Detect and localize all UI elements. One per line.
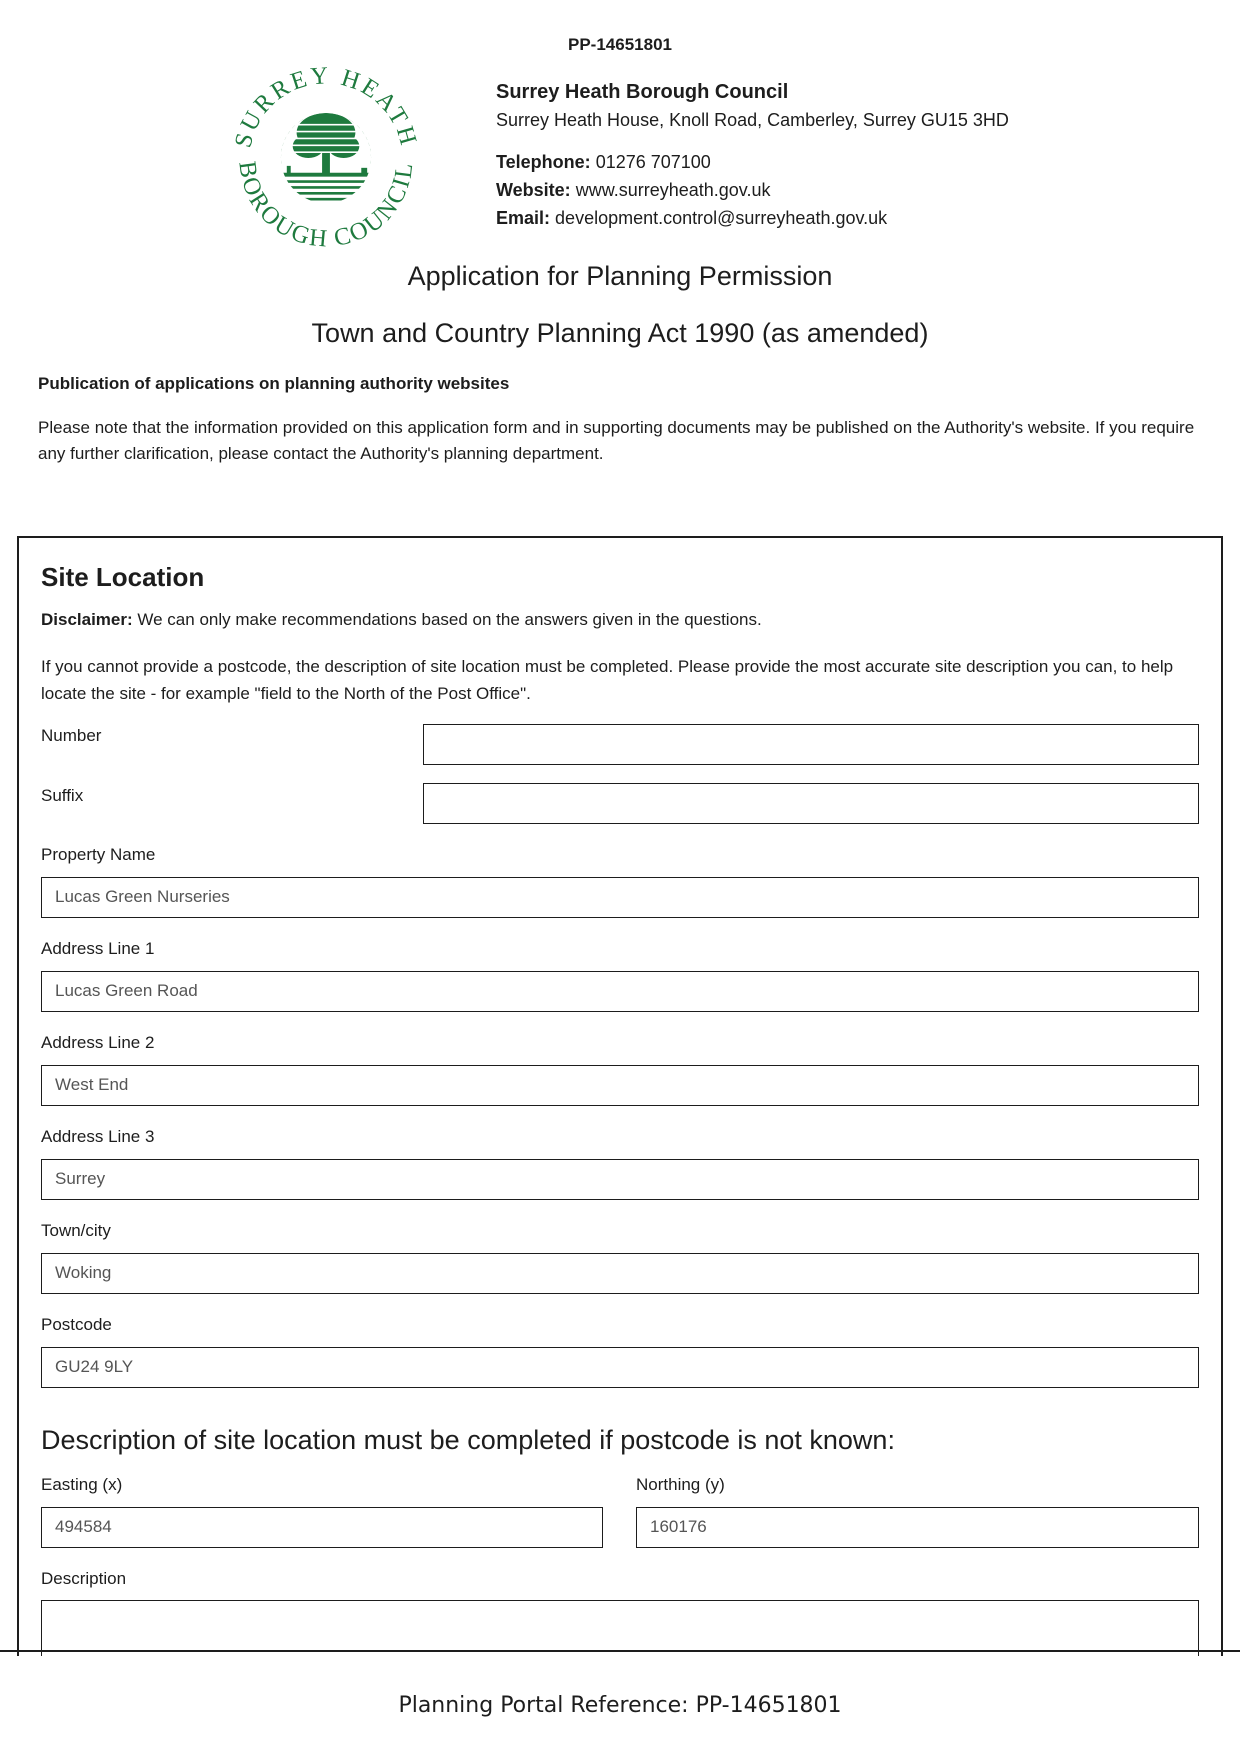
- property-name-label: Property Name: [41, 845, 156, 864]
- town-city-label: Town/city: [41, 1221, 111, 1240]
- northing-label: Northing (y): [636, 1475, 725, 1494]
- easting-field[interactable]: 494584: [41, 1507, 603, 1548]
- form-title: Application for Planning Permission: [407, 261, 833, 291]
- number-label: Number: [41, 726, 102, 745]
- address-line-2-label: Address Line 2: [41, 1033, 155, 1052]
- disclaimer: [41, 610, 762, 630]
- logo-text-top: SURREY HEATH: [229, 62, 423, 151]
- telephone-value: 01276 707100: [595, 152, 711, 172]
- disclaimer-text: We can only make recommendations based on the answers given in the questions.: [132, 610, 762, 629]
- telephone-line: [496, 148, 1009, 176]
- publication-heading: Publication of applications on planning authority websites: [38, 374, 510, 393]
- postcode-help-text: If you cannot provide a postcode, the description of site location must be completed. Please provide the most accurate site description you can, to help locate the site - for example "field to the North of the Post Office".: [41, 657, 1174, 703]
- council-name: Surrey Heath Borough Council: [496, 81, 789, 103]
- website-line: [496, 176, 1009, 204]
- publication-text: Please note that the information provided on this application form and in supporting documents may be published on the Authority's website. If you require any further clarification, please contact the Authority's planning department.: [38, 418, 1195, 463]
- description-label: Description: [41, 1569, 127, 1588]
- address-line-1-label: Address Line 1: [41, 939, 155, 958]
- email-line: [496, 204, 1009, 232]
- email-value: development.control@surreyheath.gov.uk: [555, 208, 888, 228]
- application-reference: PP-14651801: [568, 35, 672, 54]
- postcode-field[interactable]: GU24 9LY: [41, 1347, 1199, 1388]
- tree-emblem-icon: [277, 113, 375, 203]
- footer-reference: Planning Portal Reference: PP-14651801: [398, 1693, 842, 1718]
- council-contact-details: [496, 78, 1009, 232]
- property-name-field[interactable]: Lucas Green Nurseries: [41, 877, 1199, 918]
- suffix-label: Suffix: [41, 786, 84, 805]
- website-label: Website:: [496, 180, 571, 200]
- suffix-field[interactable]: [423, 783, 1199, 824]
- northing-field[interactable]: 160176: [636, 1507, 1199, 1548]
- address-line-1-field[interactable]: Lucas Green Road: [41, 971, 1199, 1012]
- town-city-field[interactable]: Woking: [41, 1253, 1199, 1294]
- email-label: Email:: [496, 208, 551, 228]
- disclaimer-label: Disclaimer:: [41, 610, 133, 629]
- council-address: Surrey Heath House, Knoll Road, Camberley, Surrey GU15 3HD: [496, 110, 1009, 130]
- form-act-title: Town and Country Planning Act 1990 (as amended): [311, 318, 929, 348]
- site-location-title: Site Location: [41, 562, 205, 592]
- number-field[interactable]: [423, 724, 1199, 765]
- description-textarea[interactable]: [41, 1600, 1199, 1656]
- site-description-heading: Description of site location must be completed if postcode is not known:: [41, 1425, 895, 1455]
- council-logo: [228, 62, 424, 258]
- easting-label: Easting (x): [41, 1475, 123, 1494]
- address-line-2-field[interactable]: West End: [41, 1065, 1199, 1106]
- postcode-label: Postcode: [41, 1315, 112, 1334]
- address-line-3-field[interactable]: Surrey: [41, 1159, 1199, 1200]
- logo-text-bottom: BOROUGH COUNCIL: [233, 159, 419, 253]
- address-line-3-label: Address Line 3: [41, 1127, 155, 1146]
- footer-divider: [0, 1650, 1240, 1652]
- telephone-label: Telephone:: [496, 152, 591, 172]
- website-value: www.surreyheath.gov.uk: [575, 180, 771, 200]
